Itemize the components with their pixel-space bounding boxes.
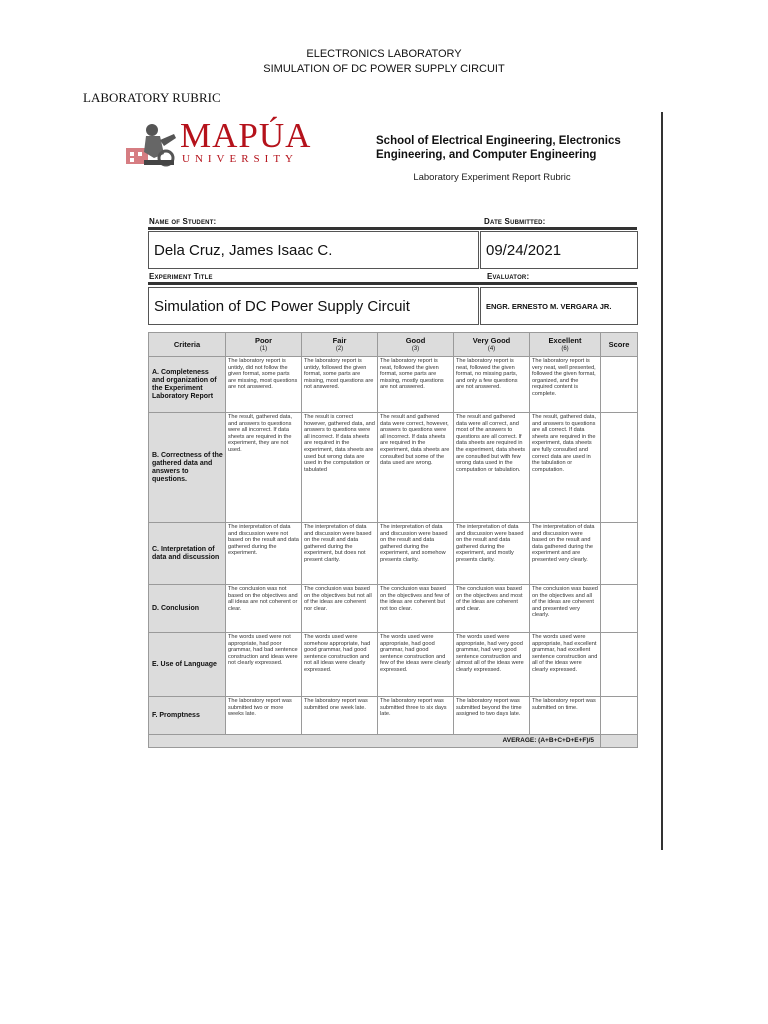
rubric-cell: The conclusion was not based on the objectives and all ideas are not coherent or clear. — [226, 585, 302, 633]
university-logo — [124, 118, 314, 168]
score-cell[interactable] — [601, 697, 638, 735]
average-score-cell[interactable] — [601, 735, 638, 748]
rubric-cell: The result is correct however, gathered data, and answers to questions were all incorrect. If data sheets are required in the experiment, data sheets are used but wrong data are used in the computation or tabulated — [302, 413, 378, 523]
rubric-row-completeness — [149, 357, 638, 413]
rubric-cell: The conclusion was based on the objectives and few of the ideas are coherent but not too clear. — [378, 585, 454, 633]
criteria-cell: A. Completeness and organization of the Experiment Laboratory Report — [149, 357, 226, 413]
criteria-header: Criteria — [149, 333, 226, 357]
divider — [148, 282, 637, 285]
rubric-cell: The laboratory report was submitted beyond the time assigned to two days late. — [454, 697, 530, 735]
experiment-label: Experiment Title — [149, 272, 213, 281]
rubric-cell: The interpretation of data and discussion were not based on the result and data gathered during the experiment. — [226, 523, 302, 585]
rubric-cell: The laboratory report was submitted on time. — [530, 697, 601, 735]
score-cell[interactable] — [601, 633, 638, 697]
school-line-1: School of Electrical Engineering, Electronics — [376, 135, 621, 147]
level-header-good — [378, 333, 454, 357]
section-label: LABORATORY RUBRIC — [83, 90, 221, 105]
average-label: AVERAGE: (A+B+C+D+E+F)/5 — [149, 735, 601, 748]
logo-subtitle: UNIVERSITY — [182, 153, 298, 165]
rubric-cell: The interpretation of data and discussion were based on the result and data gathered during the experiment, and somehow presents clarity. — [378, 523, 454, 585]
school-name — [376, 134, 626, 162]
rubric-row-interpretation — [149, 523, 638, 585]
rubric-row-promptness — [149, 697, 638, 735]
rubric-header-row — [149, 333, 638, 357]
level-points: (1) — [259, 345, 268, 352]
criteria-cell: E. Use of Language — [149, 633, 226, 697]
score-cell[interactable] — [601, 585, 638, 633]
student-label: Name of Student: — [149, 217, 217, 226]
rubric-cell: The result, gathered data, and answers to questions were all incorrect. If data sheets are required in the experiment, they are not used. — [226, 413, 302, 523]
level-points: (3) — [411, 345, 420, 352]
criteria-cell: F. Promptness — [149, 697, 226, 735]
level-name: Excellent — [548, 335, 582, 345]
rubric-cell: The laboratory report is neat, followed the given format, some parts are missing, mostly questions are not answered. — [378, 357, 454, 413]
form-title: Laboratory Experiment Report Rubric — [413, 172, 571, 183]
rubric-cell: The words used were appropriate, had very good grammar, had very good sentence construction and almost all of the ideas were clearly expressed. — [454, 633, 530, 697]
evaluator-value: ENGR. ERNESTO M. VERGARA JR. — [486, 301, 612, 311]
level-header-poor — [226, 333, 302, 357]
rubric-cell: The words used were somehow appropriate, had good grammar, had good sentence construction and not all ideas were clearly expressed. — [302, 633, 378, 697]
rubric-row-correctness — [149, 413, 638, 523]
rubric-cell: The laboratory report is neat, followed the given format, no missing parts, and only a few questions are not answered. — [454, 357, 530, 413]
rubric-cell: The laboratory report was submitted three to six days late. — [378, 697, 454, 735]
rubric-row-language — [149, 633, 638, 697]
rubric-table — [148, 332, 638, 748]
criteria-cell: B. Correctness of the gathered data and answers to questions. — [149, 413, 226, 523]
rubric-cell: The laboratory report was submitted two or more weeks late. — [226, 697, 302, 735]
mascot-emblem-icon — [124, 120, 180, 168]
school-line-2: Engineering, and Computer Engineering — [376, 149, 597, 161]
criteria-cell: D. Conclusion — [149, 585, 226, 633]
rubric-cell: The laboratory report was submitted one week late. — [302, 697, 378, 735]
student-name-field — [148, 231, 479, 269]
average-row — [149, 735, 638, 748]
rubric-cell: The conclusion was based on the objectives but not all of the ideas are coherent nor clear. — [302, 585, 378, 633]
score-header: Score — [601, 333, 638, 357]
rubric-cell: The words used were appropriate, had good grammar, had good sentence construction and few of the ideas were clearly expressed. — [378, 633, 454, 697]
document-heading — [0, 47, 768, 77]
level-points: (2) — [335, 345, 344, 352]
evaluator-field — [480, 287, 638, 325]
rubric-cell: The interpretation of data and discussion were based on the result and data gathered during the experiment and are presented very clearly. — [530, 523, 601, 585]
criteria-cell: C. Interpretation of data and discussion — [149, 523, 226, 585]
margin-rule — [661, 112, 663, 850]
heading-line-2: SIMULATION OF DC POWER SUPPLY CIRCUIT — [263, 63, 505, 75]
score-cell[interactable] — [601, 523, 638, 585]
level-name: Fair — [332, 335, 347, 345]
divider — [148, 227, 637, 230]
rubric-cell: The words used were not appropriate, had poor grammar, had bad sentence construction and ideas were not clearly expressed. — [226, 633, 302, 697]
level-name: Poor — [254, 335, 273, 345]
rubric-cell: The interpretation of data and discussion were based on the result and data gathered during the experiment, and mostly presents clarity. — [454, 523, 530, 585]
rubric-cell: The result, gathered data, and answers to questions are all correct. If data sheets are required in the experiment, data sheets are fully consulted and correct data are used in the tabulation or computation. — [530, 413, 601, 523]
student-name-value: Dela Cruz, James Isaac C. — [154, 241, 333, 259]
rubric-cell: The conclusion was based on the objectives and most of the ideas are coherent and clear. — [454, 585, 530, 633]
heading-line-1: ELECTRONICS LABORATORY — [306, 48, 462, 60]
evaluator-label: Evaluator: — [487, 272, 530, 281]
date-submitted-value: 09/24/2021 — [486, 241, 562, 259]
score-cell[interactable] — [601, 357, 638, 413]
rubric-cell: The words used were appropriate, had excellent grammar, had excellent sentence construction and all of the ideas were clearly expressed. — [530, 633, 601, 697]
level-name: Good — [405, 335, 426, 345]
rubric-cell: The laboratory report is very neat, well presented, followed the given format, organized, and the required content is complete. — [530, 357, 601, 413]
level-name: Very Good — [472, 335, 511, 345]
level-points: (4) — [487, 345, 496, 352]
experiment-title-field — [148, 287, 479, 325]
level-header-excellent — [530, 333, 601, 357]
rubric-cell: The laboratory report is untidy, did not follow the given format, some parts are missing, most questions are not answered. — [226, 357, 302, 413]
rubric-cell: The result and gathered data were correct, however, answers to questions were all incorrect. If data sheets are required in the experiment, data sheets are consulted but some of the data used are wrong. — [378, 413, 454, 523]
rubric-row-conclusion — [149, 585, 638, 633]
rubric-cell: The result and gathered data were all correct, and most of the answers to questions are all correct. If data sheets are required in the experiment, data sheets are consulted but with few wrong data used in the computation or tabulation. — [454, 413, 530, 523]
date-label: Date Submitted: — [484, 217, 546, 226]
score-cell[interactable] — [601, 413, 638, 523]
rubric-cell: The conclusion was based on the objectives and all of the ideas are coherent and presented very clearly. — [530, 585, 601, 633]
logo-wordmark: MAPÚA — [180, 116, 312, 155]
rubric-cell: The interpretation of data and discussion were based on the result and data gathered during the experiment, but does not present clarity. — [302, 523, 378, 585]
level-points: (6) — [561, 345, 569, 352]
experiment-title-value: Simulation of DC Power Supply Circuit — [154, 297, 410, 315]
date-submitted-field — [480, 231, 638, 269]
level-header-fair — [302, 333, 378, 357]
rubric-cell: The laboratory report is untidy, followed the given format, some parts are missing, most questions are not answered. — [302, 357, 378, 413]
level-header-very-good — [454, 333, 530, 357]
